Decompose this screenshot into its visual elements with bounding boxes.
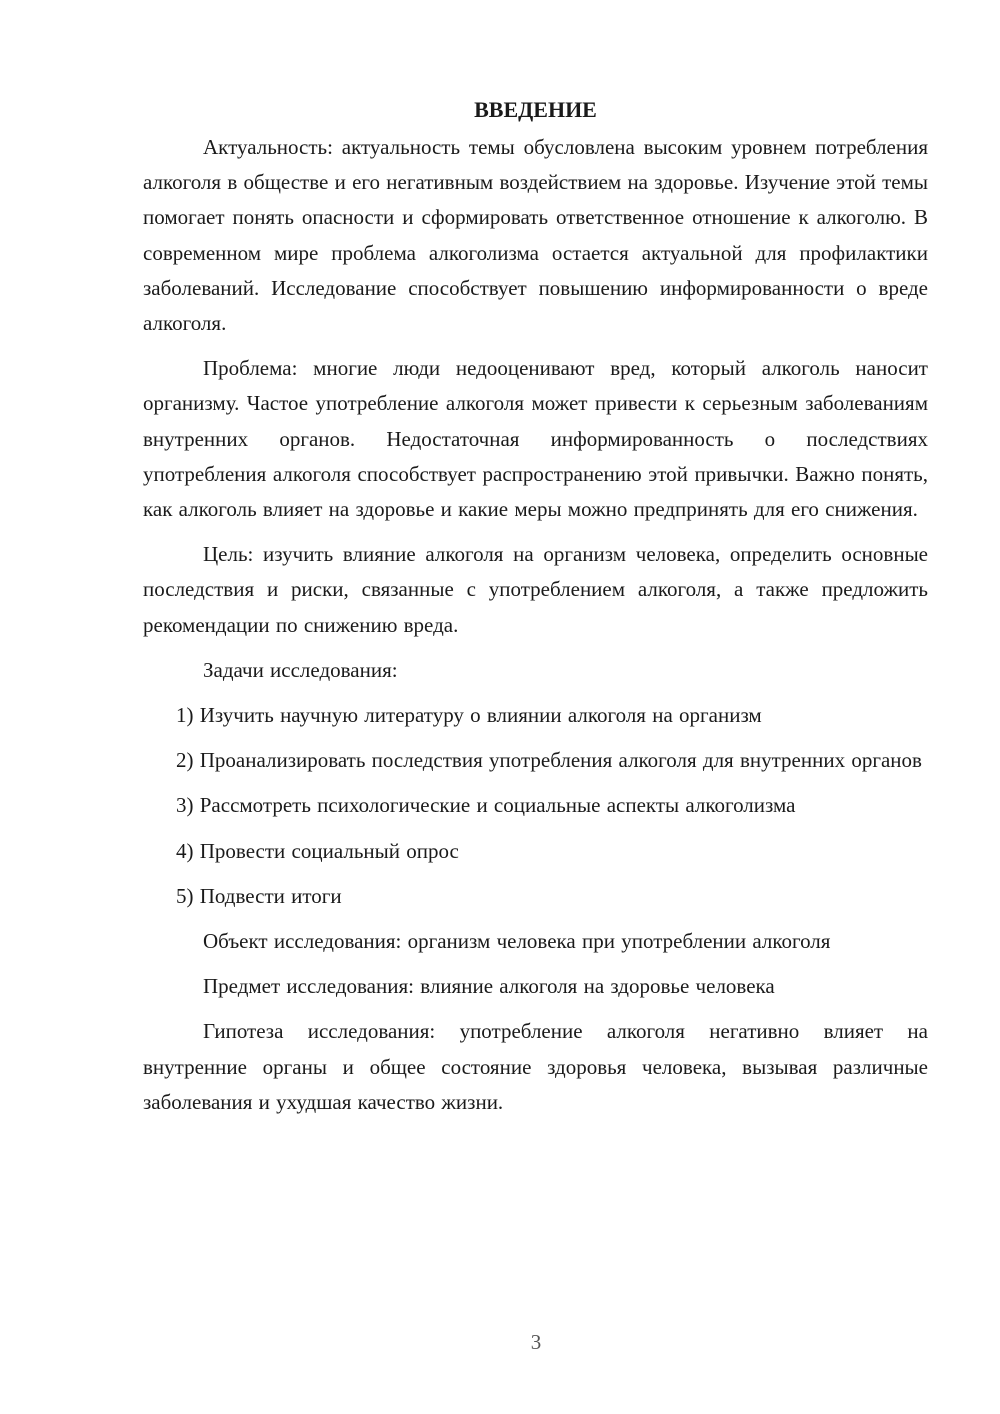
- document-page: [143, 92, 928, 1130]
- paragraph-tasks-heading: Задачи исследования:: [203, 657, 398, 682]
- task-item-2: 2) Проанализировать последствия употребления алкоголя для внутренних органов: [176, 748, 922, 773]
- paragraph-goal: Цель: изучить влияние алкоголя на организм человека, определить основные последствия и риски, связанные с употреблением алкоголя, а также предложить рекомендации по снижению вреда.: [143, 542, 928, 637]
- page-number: 3: [530, 1330, 542, 1354]
- paragraph-relevance: Актуальность: актуальность темы обусловлена высоким уровнем потребления алкоголя в обществе и его негативным воздействием на здоровье. Изучение этой темы помогает понять опасности и сформировать ответственное отношение к алкоголю. В современном мире проблема алкоголизма остается актуальной для профилактики заболеваний. Исследование способствует повышению информированности о вреде алкоголя.: [143, 135, 928, 336]
- paragraph-object: Объект исследования: организм человека при употреблении алкоголя: [203, 929, 831, 954]
- paragraph-problem: Проблема: многие люди недооценивают вред, который алкоголь наносит организму. Частое употребление алкоголя может привести к серьезным заболеваниям внутренних органов. Недостаточная информированность о последствиях употребления алкоголя способствует распространению этой привычки. Важно понять, как алкоголь влияет на здоровье и какие меры можно предпринять для его снижения.: [143, 356, 928, 522]
- task-item-5: 5) Подвести итоги: [176, 883, 342, 908]
- paragraph-hypothesis: Гипотеза исследования: употребление алкоголя негативно влияет на внутренние органы и общее состояние здоровья человека, вызывая различные заболевания и ухудшая качество жизни.: [143, 1019, 928, 1114]
- task-item-3: 3) Рассмотреть психологические и социальные аспекты алкоголизма: [176, 793, 796, 818]
- task-item-1: 1) Изучить научную литературу о влиянии алкоголя на организм: [176, 703, 762, 728]
- paragraph-subject: Предмет исследования: влияние алкоголя на здоровье человека: [203, 974, 775, 999]
- page-title: ВВЕДЕНИЕ: [474, 97, 597, 122]
- task-item-4: 4) Провести социальный опрос: [176, 838, 459, 863]
